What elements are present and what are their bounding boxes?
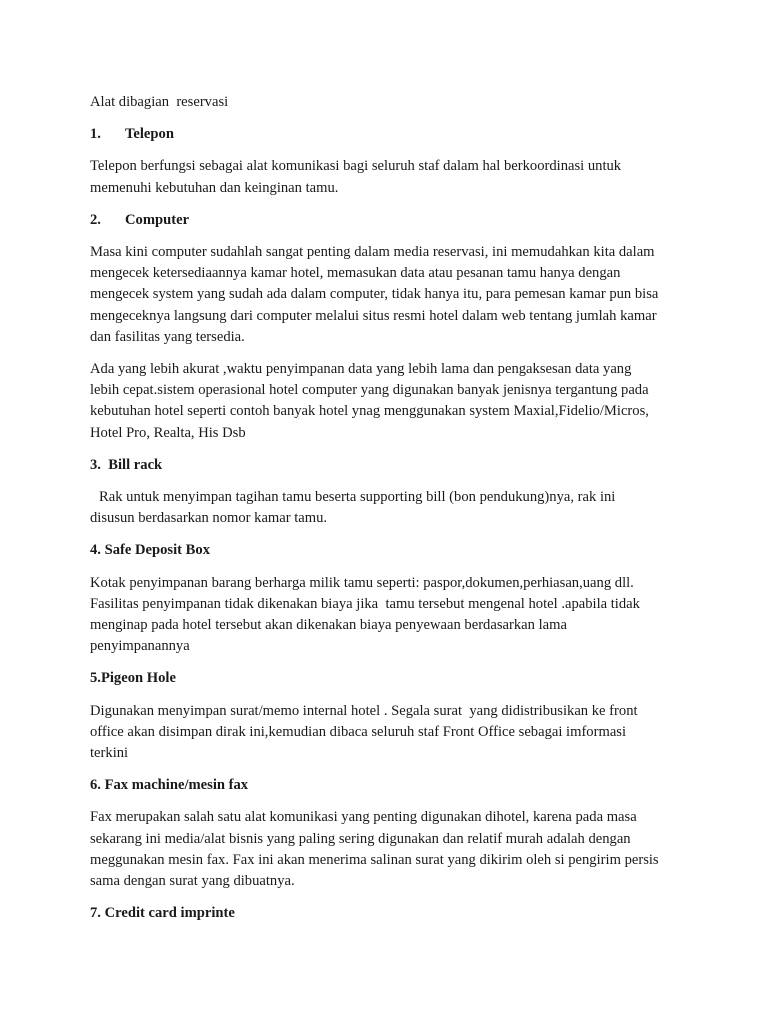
text-line: kebutuhan hotel seperti contoh banyak hotel ynag menggunakan system Maxial,Fidelio/Micros, (90, 403, 649, 420)
document-title-text: Alat dibagian reservasi (90, 94, 229, 110)
section-title: 4. Safe Deposit Box (90, 542, 210, 559)
document-title (90, 92, 690, 113)
text-line: Fasilitas penyimpanan tidak dikenakan biaya jika tamu tersebut mengenal hotel .apabila tidak (90, 595, 640, 612)
section-number: 2. (90, 211, 101, 228)
paragraph (90, 807, 690, 892)
text-line: Fax merupakan salah satu alat komunikasi yang penting digunakan dihotel, karena pada masa (90, 809, 637, 826)
section-heading-telepon (90, 124, 690, 145)
paragraph (90, 242, 690, 348)
text-line: terkini (90, 745, 129, 762)
section-heading-credit-card-imprinter (90, 903, 690, 924)
text-line: Ada yang lebih akurat ,waktu penyimpanan data yang lebih lama dan pengaksesan data yang (90, 361, 632, 378)
text-line: mengeceknya langsung dari computer melalui situs resmi hotel dalam web tentang jumlah kamar (90, 307, 657, 324)
text-line: Rak untuk menyimpan tagihan tamu beserta supporting bill (bon pendukung)nya, rak ini (99, 489, 616, 506)
text-line: memenuhi kebutuhan dan keinginan tamu. (90, 179, 339, 196)
text-line: Kotak penyimpanan barang berharga milik tamu seperti: paspor,dokumen,perhiasan,uang dll. (90, 574, 634, 591)
section-number: 1. (90, 126, 101, 143)
text-line: Telepon berfungsi sebagai alat komunikasi bagi seluruh staf dalam hal berkoordinasi untuk (90, 158, 622, 175)
section-heading-fax-machine (90, 775, 690, 796)
text-line: sama dengan surat yang dibuatnya. (90, 873, 295, 890)
paragraph (90, 573, 690, 658)
paragraph (90, 359, 690, 444)
section-title: 6. Fax machine/mesin fax (90, 777, 249, 794)
section-heading-pigeon-hole (90, 668, 690, 689)
text-line: mengecek system yang sudah ada dalam computer, tidak hanya itu, para pemesan kamar pun bisa (90, 286, 659, 303)
text-line: Masa kini computer sudahlah sangat penting dalam media reservasi, ini memudahkan kita dalam (90, 244, 655, 261)
text-line: Hotel Pro, Realta, His Dsb (90, 424, 246, 441)
section-title: 5.Pigeon Hole (90, 670, 176, 687)
section-title: Computer (125, 211, 190, 228)
section-title: Telepon (125, 126, 174, 143)
section-heading-safe-deposit-box (90, 540, 690, 561)
text-line: office akan disimpan dirak ini,kemudian dibaca seluruh staf Front Office sebagai imformasi (90, 723, 627, 740)
text-line: Digunakan menyimpan surat/memo internal hotel . Segala surat yang didistribusikan ke front (90, 702, 638, 719)
text-line: mengecek ketersediaannya kamar hotel, memasukan data atau pesanan tamu hanya dengan (90, 265, 621, 282)
paragraph (90, 487, 690, 529)
text-line: lebih cepat.sistem operasional hotel computer yang digunakan banyak jenisnya tergantung pada (90, 382, 649, 399)
text-line: meggunakan mesin fax. Fax ini akan menerima salinan surat yang dikirim oleh si pengirim persis (90, 851, 659, 868)
text-line: disusun berdasarkan nomor kamar tamu. (90, 510, 328, 527)
section-heading-computer (90, 210, 690, 231)
section-heading-bill-rack (90, 455, 690, 476)
section-title: 3. Bill rack (90, 456, 163, 473)
text-line: sekarang ini media/alat bisnis yang paling sering digunakan dan relatif murah adalah dengan (90, 830, 631, 847)
paragraph (90, 156, 690, 198)
document-page (90, 92, 690, 936)
section-title: 7. Credit card imprinte (90, 905, 235, 922)
text-line: penyimpanannya (90, 638, 190, 655)
text-line: dan fasilitas yang tersedia. (90, 328, 245, 345)
text-line: menginap pada hotel tersebut akan dikenakan biaya penyewaan berdasarkan lama (90, 617, 567, 634)
paragraph (90, 701, 690, 765)
